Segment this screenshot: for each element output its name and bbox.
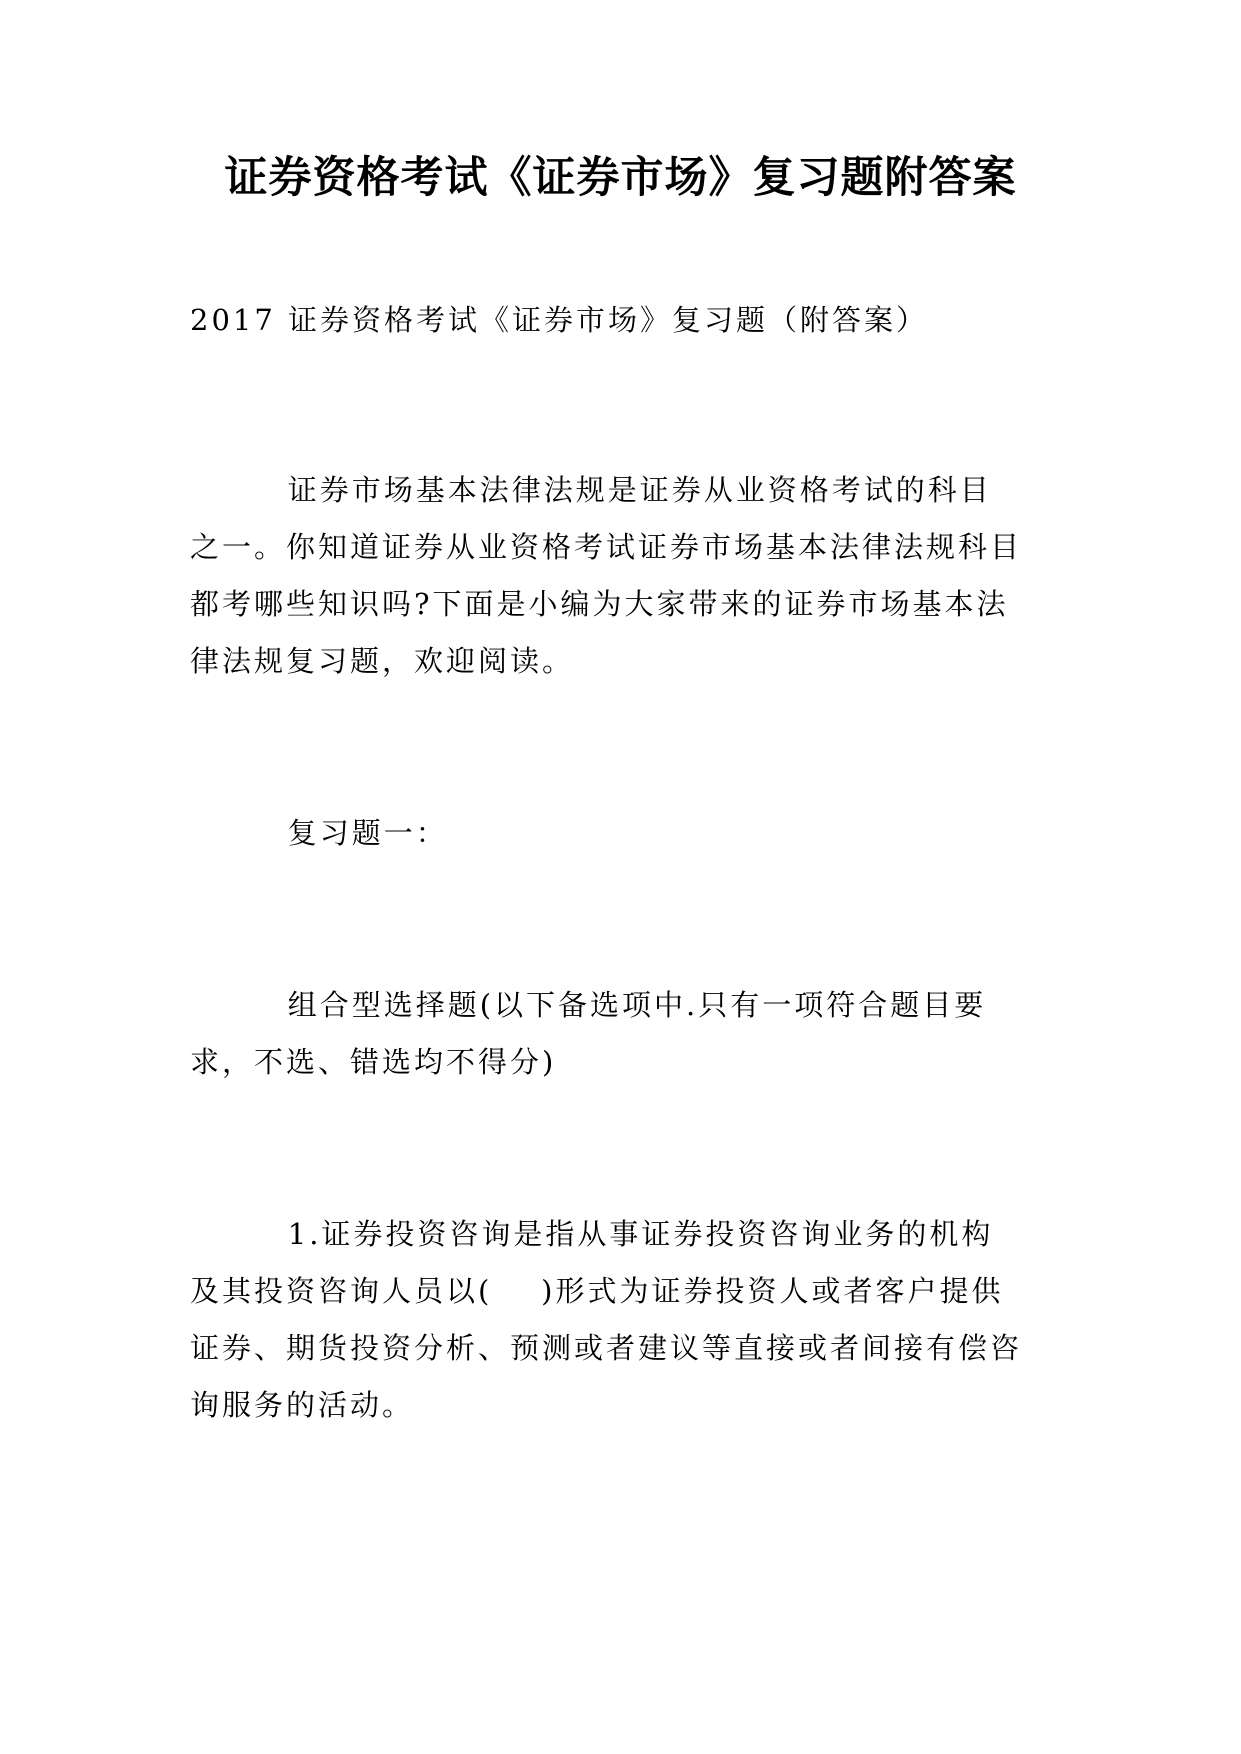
paragraph-line: 1.证券投资咨询是指从事证券投资咨询业务的机构: [190, 1217, 994, 1251]
paragraph-line: 及其投资咨询人员以( )形式为证券投资人或者客户提供: [190, 1274, 1004, 1308]
paragraph-line: 都考哪些知识吗?下面是小编为大家带来的证券市场基本法: [190, 587, 1009, 621]
paragraph-line: 求，不选、错选均不得分): [190, 1045, 557, 1079]
paragraph-line: 组合型选择题(以下备选项中.只有一项符合题目要: [190, 988, 987, 1022]
paragraph-line: 之一。你知道证券从业资格考试证券市场基本法律法规科目: [190, 530, 1023, 564]
paragraph-line: 询服务的活动。: [190, 1388, 415, 1422]
paragraph-line: 证券、期货投资分析、预测或者建议等直接或者间接有偿咨: [190, 1331, 1023, 1365]
paragraph-line: 证券市场基本法律法规是证券从业资格考试的科目: [190, 473, 992, 507]
paragraph-line: 律法规复习题，欢迎阅读。: [190, 644, 575, 678]
document-title: 证券资格考试《证券市场》复习题附答案: [224, 153, 1017, 203]
section-heading: 复习题一：: [190, 816, 448, 850]
document-subtitle: 2017 证券资格考试《证券市场》复习题（附答案）: [190, 303, 929, 337]
